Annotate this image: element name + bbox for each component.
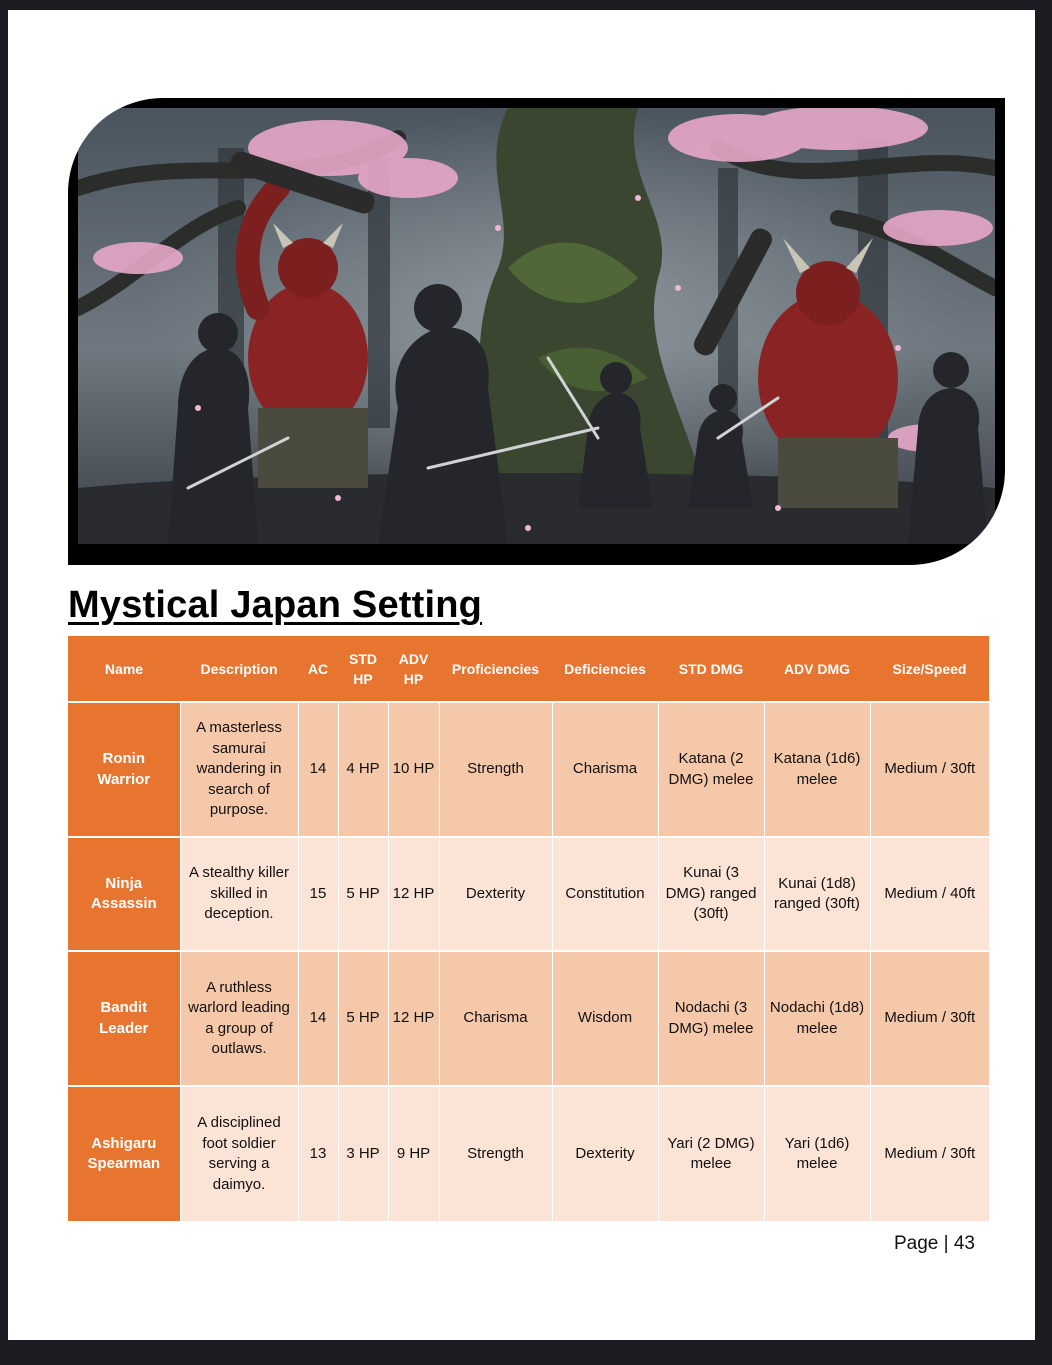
banner-illustration [68,98,1005,565]
cell-ac: 14 [298,951,338,1086]
document-page [8,10,1035,1340]
cell-adv-dmg: Yari (1d6) melee [764,1086,870,1221]
cell-adv-dmg: Kunai (1d8) ranged (30ft) [764,837,870,951]
cell-adv-hp: 10 HP [388,702,439,837]
cell-std-hp: 3 HP [338,1086,388,1221]
table-row [68,951,989,1086]
cell-deficiencies: Constitution [552,837,658,951]
column-header-adv-hp: ADV HP [388,636,439,702]
cell-description: A ruthless warlord leading a group of outlaws. [180,951,298,1086]
cell-description: A disciplined foot soldier serving a daimyo. [180,1086,298,1221]
cell-adv-hp: 12 HP [388,837,439,951]
cell-ac: 13 [298,1086,338,1221]
cell-name: Bandit Leader [68,951,180,1086]
cell-std-hp: 4 HP [338,702,388,837]
cell-std-hp: 5 HP [338,951,388,1086]
cell-adv-dmg: Katana (1d6) melee [764,702,870,837]
column-header-std-dmg: STD DMG [658,636,764,702]
page-number: Page | 43 [893,1233,975,1254]
cell-adv-hp: 9 HP [388,1086,439,1221]
column-header-deficiencies: Deficiencies [552,636,658,702]
column-header-proficiencies: Proficiencies [439,636,552,702]
cell-proficiencies: Charisma [439,951,552,1086]
column-header-size-speed: Size/Speed [870,636,989,702]
column-header-std-hp: STD HP [338,636,388,702]
cell-std-dmg: Yari (2 DMG) melee [658,1086,764,1221]
cell-description: A masterless samurai wandering in search of purpose. [180,702,298,837]
cell-deficiencies: Dexterity [552,1086,658,1221]
battle-scene-image [78,108,995,544]
cell-size-speed: Medium / 30ft [870,1086,989,1221]
column-header-description: Description [180,636,298,702]
creature-stats-table [68,636,989,1221]
table-row [68,837,989,951]
cell-proficiencies: Strength [439,1086,552,1221]
page-title: Mystical Japan Setting [68,584,483,626]
cell-size-speed: Medium / 40ft [870,837,989,951]
cell-name: Ashigaru Spearman [68,1086,180,1221]
table-row [68,702,989,837]
cell-std-dmg: Nodachi (3 DMG) melee [658,951,764,1086]
cell-std-hp: 5 HP [338,837,388,951]
cell-std-dmg: Kunai (3 DMG) ranged (30ft) [658,837,764,951]
cell-ac: 15 [298,837,338,951]
table-row [68,1086,989,1221]
cell-proficiencies: Dexterity [439,837,552,951]
column-header-adv-dmg: ADV DMG [764,636,870,702]
cell-adv-hp: 12 HP [388,951,439,1086]
column-header-name: Name [68,636,180,702]
cell-name: Ninja Assassin [68,837,180,951]
cell-name: Ronin Warrior [68,702,180,837]
cell-description: A stealthy killer skilled in deception. [180,837,298,951]
cell-proficiencies: Strength [439,702,552,837]
cell-ac: 14 [298,702,338,837]
cell-std-dmg: Katana (2 DMG) melee [658,702,764,837]
cell-deficiencies: Wisdom [552,951,658,1086]
cell-adv-dmg: Nodachi (1d8) melee [764,951,870,1086]
table-header-row [68,636,989,702]
cell-size-speed: Medium / 30ft [870,702,989,837]
cell-size-speed: Medium / 30ft [870,951,989,1086]
cell-deficiencies: Charisma [552,702,658,837]
column-header-ac: AC [298,636,338,702]
